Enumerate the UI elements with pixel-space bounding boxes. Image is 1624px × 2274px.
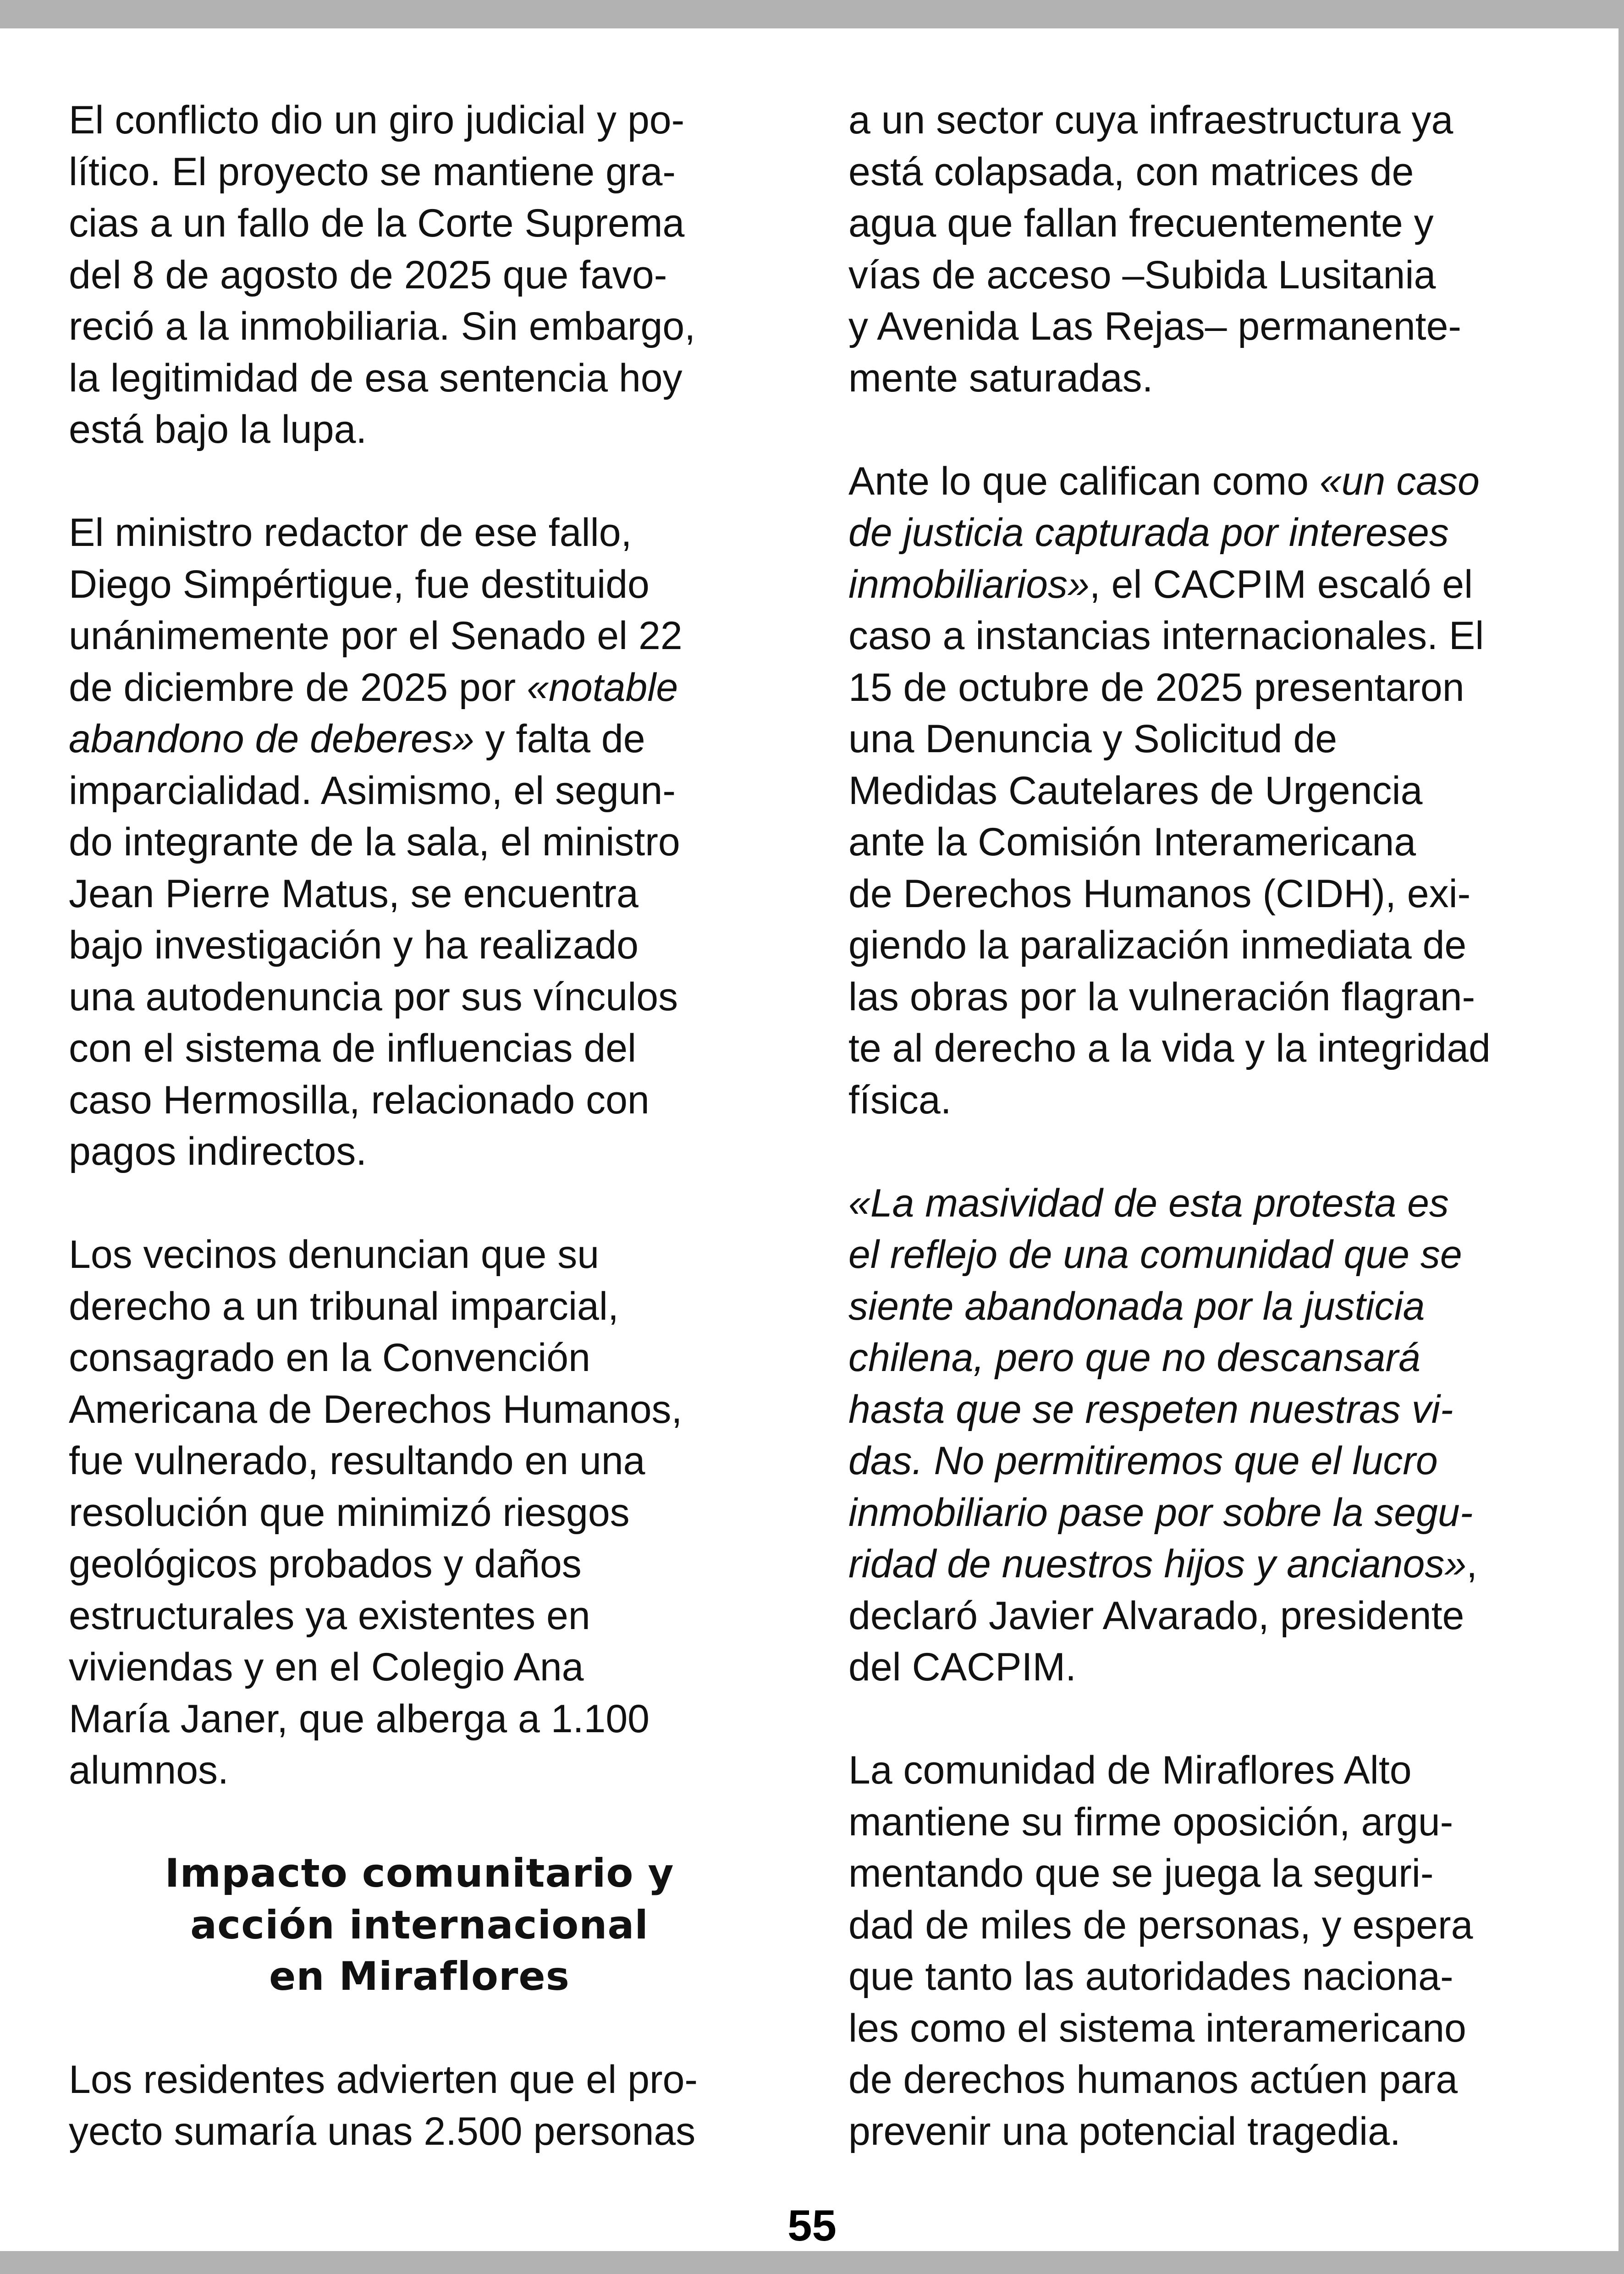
text-run: ,: [1466, 1542, 1478, 1586]
text-line: Diego Simpértigue, fue destituido: [69, 562, 650, 606]
text-line: imparcialidad. Asimismo, el segun-: [69, 768, 676, 813]
text-line: La comunidad de Miraflores Alto: [848, 1748, 1412, 1792]
quote-run: «notable: [527, 665, 678, 710]
text-line: Jean Pierre Matus, se encuentra: [69, 871, 639, 916]
text-line: das. No permitiremos que el lucro: [848, 1439, 1438, 1483]
text-line: [848, 1538, 1563, 1590]
text-line: Los residentes advierten que el pro-: [69, 2058, 698, 2102]
text-line: viviendas y en el Colegio Ana: [69, 1645, 584, 1689]
text-line: yecto sumaría unas 2.500 personas: [69, 2109, 696, 2153]
paragraph-neighbors-complaint: [69, 1229, 784, 1796]
text-line: vías de acceso –Subida Lusitania: [848, 253, 1436, 297]
text-line: ante la Comisión Interamericana: [848, 820, 1416, 864]
text-line: el reflejo de una comunidad que se: [848, 1233, 1462, 1277]
text-line: del CACPIM.: [848, 1645, 1077, 1689]
top-border-bar: [0, 0, 1624, 28]
text-line: [69, 713, 784, 765]
text-line: de Derechos Humanos (CIDH), exi-: [848, 871, 1471, 916]
text-line: [848, 456, 1563, 507]
heading-line: Impacto comunitario y: [165, 1850, 674, 1896]
text-line: mente saturadas.: [848, 356, 1153, 400]
text-line: derecho a un tribunal imparcial,: [69, 1284, 619, 1328]
text-line: la legitimidad de esa sentencia hoy: [69, 356, 683, 400]
text-line: geológicos probados y daños: [69, 1542, 582, 1586]
text-line: te al derecho a la vida y la integridad: [848, 1026, 1491, 1070]
text-line: a un sector cuya infraestructura ya: [848, 98, 1453, 142]
text-line: resolución que minimizó riesgos: [69, 1490, 630, 1535]
text-line: estructurales ya existentes en: [69, 1593, 590, 1638]
text-line: inmobiliario pase por sobre la segu-: [848, 1490, 1473, 1535]
text-line: bajo investigación y ha realizado: [69, 923, 639, 967]
text-line: [69, 662, 784, 714]
right-border-bar: [1618, 0, 1624, 2274]
text-line: les como el sistema interamericano: [848, 2006, 1466, 2050]
text-line: prevenir una potencial tragedia.: [848, 2109, 1401, 2153]
text-line: física.: [848, 1078, 952, 1122]
text-line: del 8 de agosto de 2025 que favo-: [69, 253, 667, 297]
text-line: Americana de Derechos Humanos,: [69, 1387, 683, 1432]
text-line: está colapsada, con matrices de: [848, 149, 1414, 194]
text-line: alumnos.: [69, 1748, 229, 1792]
quote-run: abandono de deberes»: [69, 717, 474, 761]
paragraph-judicial-turn: [69, 94, 784, 456]
text-line: Medidas Cautelares de Urgencia: [848, 768, 1423, 813]
paragraph-community-opposition: [848, 1745, 1563, 2157]
left-column: [69, 94, 784, 2209]
text-line: unánimemente por el Senado el 22: [69, 614, 683, 658]
heading-line: en Miraflores: [269, 1954, 570, 1999]
text-run: de diciembre de 2025 por: [69, 665, 527, 710]
text-line: de justicia capturada por intereses: [848, 511, 1449, 555]
paragraph-minister-removal: [69, 507, 784, 1178]
right-column: [848, 94, 1563, 2209]
text-line: de derechos humanos actúen para: [848, 2058, 1458, 2102]
text-line: consagrado en la Convención: [69, 1336, 590, 1380]
text-line: declaró Javier Alvarado, presidente: [848, 1593, 1464, 1638]
quote-run: inmobiliarios»: [848, 562, 1090, 606]
text-line: mantiene su firme oposición, argu-: [848, 1800, 1453, 1844]
quote-run: ridad de nuestros hijos y ancianos»: [848, 1542, 1467, 1586]
text-line: dad de miles de personas, y espera: [848, 1903, 1473, 1947]
text-run: y falta de: [474, 717, 645, 761]
page-number: 55: [787, 2201, 837, 2250]
text-line: y Avenida Las Rejas– permanente-: [848, 304, 1462, 348]
text-line: «La masividad de esta protesta es: [848, 1181, 1449, 1225]
text-line: con el sistema de influencias del: [69, 1026, 637, 1070]
text-line: El conflicto dio un giro judicial y po-: [69, 98, 685, 142]
text-line: que tanto las autoridades naciona-: [848, 1955, 1453, 1999]
text-line: 15 de octubre de 2025 presentaron: [848, 665, 1464, 710]
quote-run: «un caso: [1319, 459, 1480, 503]
bottom-border-bar: [0, 2251, 1624, 2274]
text-line: una Denuncia y Solicitud de: [848, 717, 1338, 761]
paragraph-residents-warning: [69, 2054, 784, 2157]
paragraph-president-quote: [848, 1178, 1563, 1693]
text-line: María Janer, que alberga a 1.100: [69, 1696, 650, 1741]
paragraph-infrastructure: [848, 94, 1563, 404]
text-line: El ministro redactor de ese fallo,: [69, 511, 632, 555]
text-line: giendo la paralización inmediata de: [848, 923, 1467, 967]
text-line: pagos indirectos.: [69, 1129, 367, 1173]
text-line: caso a instancias internacionales. El: [848, 614, 1484, 658]
text-line: Los vecinos denuncian que su: [69, 1233, 600, 1277]
text-line: do integrante de la sala, el ministro: [69, 820, 680, 864]
text-line: [848, 559, 1563, 611]
text-line: mentando que se juega la seguri-: [848, 1851, 1434, 1895]
text-run: , el CACPIM escaló el: [1089, 562, 1473, 606]
section-heading: [69, 1848, 770, 2003]
text-line: fue vulnerado, resultando en una: [69, 1439, 645, 1483]
heading-line: acción internacional: [190, 1902, 649, 1948]
text-run: Ante lo que califican como: [848, 459, 1320, 503]
text-line: hasta que se respeten nuestras vi-: [848, 1387, 1453, 1432]
text-line: siente abandonada por la justicia: [848, 1284, 1425, 1328]
text-line: lítico. El proyecto se mantiene gra-: [69, 149, 676, 194]
text-line: las obras por la vulneración flagran-: [848, 975, 1475, 1019]
paragraph-international-escalation: [848, 456, 1563, 1126]
text-line: agua que fallan frecuentemente y: [848, 201, 1434, 245]
text-line: una autodenuncia por sus vínculos: [69, 975, 678, 1019]
text-line: está bajo la lupa.: [69, 407, 367, 451]
text-line: caso Hermosilla, relacionado con: [69, 1078, 650, 1122]
text-line: chilena, pero que no descansará: [848, 1336, 1420, 1380]
text-line: reció a la inmobiliaria. Sin embargo,: [69, 304, 696, 348]
text-line: cias a un fallo de la Corte Suprema: [69, 201, 685, 245]
